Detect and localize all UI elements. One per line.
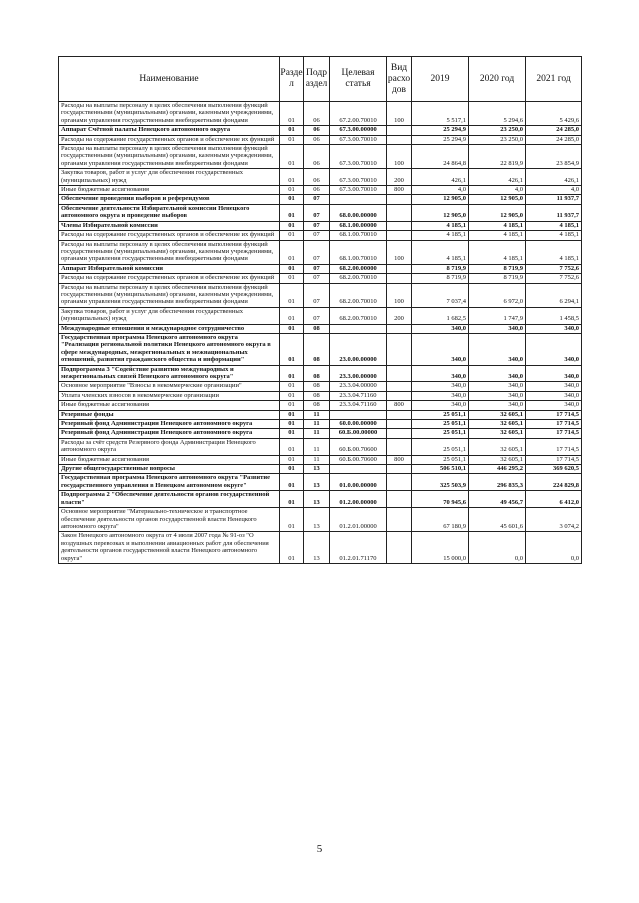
- row-vid: [387, 264, 412, 273]
- row-2019: 1 682,5: [412, 307, 469, 324]
- row-vid: [387, 438, 412, 455]
- row-podrazdel: 08: [304, 401, 330, 410]
- row-vid: [387, 382, 412, 391]
- row-target: 23.3.00.00000: [330, 365, 387, 382]
- row-name: Аппарат Счётной палаты Ненецкого автономного округа: [59, 126, 280, 135]
- row-2019: 4 185,1: [412, 221, 469, 230]
- row-razdel: 01: [280, 365, 304, 382]
- col-header-razdel: Разде л: [280, 57, 304, 102]
- row-razdel: 01: [280, 420, 304, 429]
- row-razdel: 01: [280, 135, 304, 144]
- row-target: 67.3.00.70010: [330, 169, 387, 186]
- row-2021: 340,0: [526, 324, 582, 333]
- row-2019: 15 000,0: [412, 532, 469, 564]
- row-2021: 6 412,0: [526, 491, 582, 508]
- row-vid: 800: [387, 186, 412, 195]
- row-razdel: 01: [280, 438, 304, 455]
- row-razdel: 01: [280, 401, 304, 410]
- row-vid: [387, 231, 412, 240]
- row-2019: 4 185,1: [412, 240, 469, 264]
- row-name: Резервный фонд Администрации Ненецкого автономного округа: [59, 429, 280, 438]
- row-2021: 5 429,6: [526, 102, 582, 126]
- row-podrazdel: 11: [304, 410, 330, 419]
- row-podrazdel: 08: [304, 324, 330, 333]
- row-2020: 4 185,1: [469, 240, 526, 264]
- row-2020: 32 605,1: [469, 410, 526, 419]
- row-name: Аппарат Избирательной комиссии: [59, 264, 280, 273]
- row-name: Расходы на выплаты персоналу в целях обеспечения выполнения функций государственными (муниципальными) органами, казенными учреждениями, органами управления государственными внебюджетными фондами: [59, 102, 280, 126]
- row-target: [330, 195, 387, 204]
- row-name: Иные бюджетные ассигнования: [59, 186, 280, 195]
- table-row: [59, 204, 582, 221]
- row-razdel: 01: [280, 324, 304, 333]
- row-vid: [387, 365, 412, 382]
- row-name: Закупка товаров, работ и услуг для обеспечения государственных (муниципальных) нужд: [59, 169, 280, 186]
- row-podrazdel: 07: [304, 221, 330, 230]
- row-target: 23.3.04.71160: [330, 401, 387, 410]
- row-razdel: 01: [280, 274, 304, 283]
- row-target: [330, 465, 387, 474]
- row-vid: [387, 465, 412, 474]
- row-name: Основное мероприятие "Взносы в некоммерческие организации": [59, 382, 280, 391]
- row-2019: 25 051,1: [412, 438, 469, 455]
- row-razdel: 01: [280, 169, 304, 186]
- row-name: Закупка товаров, работ и услуг для обеспечения государственных (муниципальных) нужд: [59, 307, 280, 324]
- row-podrazdel: 08: [304, 365, 330, 382]
- row-2019: 12 905,0: [412, 195, 469, 204]
- table-row: [59, 231, 582, 240]
- row-podrazdel: 07: [304, 274, 330, 283]
- row-razdel: 01: [280, 382, 304, 391]
- table-row: [59, 333, 582, 365]
- row-target: 60.Б.00.70600: [330, 438, 387, 455]
- row-razdel: 01: [280, 429, 304, 438]
- row-2019: 340,0: [412, 324, 469, 333]
- row-2020: 12 905,0: [469, 195, 526, 204]
- row-name: Подпрограмма 3 "Содействие развитию международных и межрегиональных связей Ненецкого автономного округа": [59, 365, 280, 382]
- row-razdel: 01: [280, 455, 304, 464]
- table-row: [59, 391, 582, 400]
- row-podrazdel: 11: [304, 420, 330, 429]
- row-podrazdel: 07: [304, 204, 330, 221]
- row-2020: 12 905,0: [469, 204, 526, 221]
- row-2019: 4,0: [412, 186, 469, 195]
- table-row: [59, 455, 582, 464]
- row-razdel: 01: [280, 391, 304, 400]
- row-target: [330, 410, 387, 419]
- row-2020: 23 250,0: [469, 126, 526, 135]
- row-vid: 200: [387, 307, 412, 324]
- row-razdel: 01: [280, 508, 304, 532]
- row-2021: 17 714,5: [526, 410, 582, 419]
- row-2021: 340,0: [526, 391, 582, 400]
- row-2019: 24 864,8: [412, 145, 469, 169]
- row-podrazdel: 11: [304, 429, 330, 438]
- row-target: 23.3.04.71160: [330, 391, 387, 400]
- row-podrazdel: 06: [304, 135, 330, 144]
- row-name: Расходы на содержание государственных органов и обеспечение их функций: [59, 231, 280, 240]
- row-2020: 4,0: [469, 186, 526, 195]
- table-row: [59, 438, 582, 455]
- row-2020: 6 972,0: [469, 283, 526, 307]
- table-row: [59, 401, 582, 410]
- table-row: [59, 126, 582, 135]
- row-vid: [387, 274, 412, 283]
- row-2021: 23 854,9: [526, 145, 582, 169]
- row-2021: 4 185,1: [526, 231, 582, 240]
- row-2020: 49 456,7: [469, 491, 526, 508]
- row-2020: 4 185,1: [469, 221, 526, 230]
- row-2020: 296 835,3: [469, 474, 526, 491]
- row-razdel: 01: [280, 491, 304, 508]
- row-razdel: 01: [280, 145, 304, 169]
- row-podrazdel: 06: [304, 126, 330, 135]
- page-number: 5: [316, 843, 323, 855]
- row-name: Расходы на выплаты персоналу в целях обеспечения выполнения функций государственными (муниципальными) органами, казенными учреждениями, органами управления государственными внебюджетными фондами: [59, 240, 280, 264]
- row-name: Расходы на выплаты персоналу в целях обеспечения выполнения функций государственными (муниципальными) органами, казенными учреждениями, органами управления государственными внебюджетными фондами: [59, 283, 280, 307]
- row-2021: 340,0: [526, 365, 582, 382]
- row-razdel: 01: [280, 186, 304, 195]
- table-row: [59, 508, 582, 532]
- table-row: [59, 474, 582, 491]
- row-target: 68.1.00.70010: [330, 231, 387, 240]
- row-2019: 340,0: [412, 333, 469, 365]
- col-header-2020: 2020 год: [469, 57, 526, 102]
- table-header-row: [59, 57, 582, 102]
- table-row: [59, 382, 582, 391]
- row-2020: 340,0: [469, 382, 526, 391]
- row-vid: 100: [387, 102, 412, 126]
- row-name: Резервный фонд Администрации Ненецкого автономного округа: [59, 420, 280, 429]
- row-2019: 340,0: [412, 365, 469, 382]
- row-2021: 224 829,8: [526, 474, 582, 491]
- row-target: 23.0.00.00000: [330, 333, 387, 365]
- row-razdel: 01: [280, 204, 304, 221]
- row-2019: 340,0: [412, 391, 469, 400]
- table-row: [59, 465, 582, 474]
- row-name: Обеспечение проведения выборов и референдумов: [59, 195, 280, 204]
- row-2019: 506 510,1: [412, 465, 469, 474]
- row-name: Другие общегосударственные вопросы: [59, 465, 280, 474]
- table-row: [59, 420, 582, 429]
- table-row: [59, 221, 582, 230]
- row-podrazdel: 07: [304, 264, 330, 273]
- row-podrazdel: 07: [304, 231, 330, 240]
- row-name: Международные отношения и международное сотрудничество: [59, 324, 280, 333]
- row-vid: 800: [387, 455, 412, 464]
- row-2021: 6 294,1: [526, 283, 582, 307]
- table-row: [59, 491, 582, 508]
- row-2021: 340,0: [526, 401, 582, 410]
- table-row: [59, 307, 582, 324]
- row-2020: 32 605,1: [469, 438, 526, 455]
- row-target: 68.0.00.00000: [330, 204, 387, 221]
- row-vid: 100: [387, 240, 412, 264]
- row-target: 01.0.00.00000: [330, 474, 387, 491]
- row-2021: 24 285,0: [526, 135, 582, 144]
- row-2019: 8 719,9: [412, 264, 469, 273]
- row-name: Иные бюджетные ассигнования: [59, 401, 280, 410]
- row-vid: [387, 324, 412, 333]
- row-2021: 340,0: [526, 333, 582, 365]
- row-2019: 70 945,6: [412, 491, 469, 508]
- row-2021: 4 185,1: [526, 221, 582, 230]
- row-2020: 0,0: [469, 532, 526, 564]
- row-name: Подпрограмма 2 "Обеспечение деятельности органов государственной власти": [59, 491, 280, 508]
- table-row: [59, 145, 582, 169]
- row-podrazdel: 11: [304, 438, 330, 455]
- row-name: Расходы на содержание государственных органов и обеспечение их функций: [59, 135, 280, 144]
- row-2020: 8 719,9: [469, 274, 526, 283]
- row-name: Обеспечение деятельности Избирательной комиссии Ненецкого автономного округа и проведение выборов: [59, 204, 280, 221]
- row-target: 68.2.00.70010: [330, 274, 387, 283]
- row-target: 67.3.00.70010: [330, 135, 387, 144]
- row-razdel: 01: [280, 307, 304, 324]
- col-header-vid: Вид расхо дов: [387, 57, 412, 102]
- table-row: [59, 283, 582, 307]
- row-razdel: 01: [280, 264, 304, 273]
- row-2021: 0,0: [526, 532, 582, 564]
- row-vid: [387, 204, 412, 221]
- row-vid: [387, 333, 412, 365]
- row-2021: 3 074,2: [526, 508, 582, 532]
- row-razdel: 01: [280, 126, 304, 135]
- row-target: 67.3.00.70010: [330, 186, 387, 195]
- row-target: 60.Б.00.70600: [330, 455, 387, 464]
- row-2019: 12 905,0: [412, 204, 469, 221]
- col-header-podrazdel: Подр аздел: [304, 57, 330, 102]
- row-name: Расходы на выплаты персоналу в целях обеспечения выполнения функций государственными (муниципальными) органами, казенными учреждениями, органами управления государственными внебюджетными фондами: [59, 145, 280, 169]
- row-2019: 8 719,9: [412, 274, 469, 283]
- row-vid: [387, 410, 412, 419]
- row-razdel: 01: [280, 195, 304, 204]
- row-2019: 4 185,1: [412, 231, 469, 240]
- row-2020: 23 250,0: [469, 135, 526, 144]
- row-2021: 17 714,5: [526, 420, 582, 429]
- row-razdel: 01: [280, 102, 304, 126]
- row-2021: 7 752,6: [526, 274, 582, 283]
- row-2021: 1 458,5: [526, 307, 582, 324]
- table-body: [59, 102, 582, 564]
- row-razdel: 01: [280, 532, 304, 564]
- row-2019: 25 294,9: [412, 126, 469, 135]
- row-2020: 340,0: [469, 401, 526, 410]
- row-2020: 32 605,1: [469, 455, 526, 464]
- row-2019: 67 180,9: [412, 508, 469, 532]
- row-name: Уплата членских взносов в некоммерческие организации: [59, 391, 280, 400]
- row-2021: 7 752,6: [526, 264, 582, 273]
- row-target: 68.2.00.70010: [330, 307, 387, 324]
- row-podrazdel: 13: [304, 508, 330, 532]
- table-row: [59, 102, 582, 126]
- row-2021: 369 620,5: [526, 465, 582, 474]
- row-2019: 7 037,4: [412, 283, 469, 307]
- row-name: Резервные фонды: [59, 410, 280, 419]
- row-target: 67.2.00.70010: [330, 102, 387, 126]
- row-2020: 4 185,1: [469, 231, 526, 240]
- row-2019: 5 517,1: [412, 102, 469, 126]
- row-target: 60.Б.00.00000: [330, 429, 387, 438]
- row-name: Расходы за счёт средств Резервного фонда Администрации Ненецкого автономного округа: [59, 438, 280, 455]
- row-podrazdel: 07: [304, 307, 330, 324]
- row-2019: 25 051,1: [412, 420, 469, 429]
- row-2019: 340,0: [412, 382, 469, 391]
- row-razdel: 01: [280, 240, 304, 264]
- row-target: 68.1.00.00000: [330, 221, 387, 230]
- row-name: Расходы на содержание государственных органов и обеспечение их функций: [59, 274, 280, 283]
- row-2019: 325 503,9: [412, 474, 469, 491]
- row-2020: 45 601,6: [469, 508, 526, 532]
- row-name: Государственная программа Ненецкого автономного округа "Реализация региональной политики Ненецкого автономного округа в сфере международных, межрегиональных и межнациональных отношений, развития гражданского общества и информации": [59, 333, 280, 365]
- row-vid: [387, 420, 412, 429]
- row-2021: 426,1: [526, 169, 582, 186]
- row-vid: [387, 508, 412, 532]
- row-name: Закон Ненецкого автономного округа от 4 июля 2007 года № 91-оз "О воздушных перевозках и выполнении авиационных работ для обеспечения деятельности органов государственной власти Ненецкого автономного округа": [59, 532, 280, 564]
- row-razdel: 01: [280, 221, 304, 230]
- col-header-target: Целевая статья: [330, 57, 387, 102]
- row-target: 67.3.00.00000: [330, 126, 387, 135]
- table-row: [59, 274, 582, 283]
- table-row: [59, 410, 582, 419]
- row-2021: 17 714,5: [526, 438, 582, 455]
- row-target: 01.2.01.00000: [330, 508, 387, 532]
- col-header-2019: 2019: [412, 57, 469, 102]
- table-row: [59, 429, 582, 438]
- row-2019: 340,0: [412, 401, 469, 410]
- row-2020: 8 719,9: [469, 264, 526, 273]
- row-vid: 800: [387, 401, 412, 410]
- row-2020: 32 605,1: [469, 420, 526, 429]
- row-target: 60.0.00.00000: [330, 420, 387, 429]
- table-row: [59, 195, 582, 204]
- row-name: Члены Избирательной комиссии: [59, 221, 280, 230]
- row-2020: 340,0: [469, 365, 526, 382]
- row-2019: 25 051,1: [412, 429, 469, 438]
- row-podrazdel: 13: [304, 532, 330, 564]
- row-podrazdel: 08: [304, 382, 330, 391]
- row-podrazdel: 13: [304, 465, 330, 474]
- row-2019: 25 294,9: [412, 135, 469, 144]
- row-vid: [387, 221, 412, 230]
- row-razdel: 01: [280, 283, 304, 307]
- row-podrazdel: 13: [304, 491, 330, 508]
- row-target: [330, 324, 387, 333]
- row-vid: [387, 126, 412, 135]
- row-2021: 4,0: [526, 186, 582, 195]
- row-name: Основное мероприятие "Материально-техническое и транспортное обеспечение деятельности органов государственной власти Ненецкого автономного округа": [59, 508, 280, 532]
- row-2020: 32 605,1: [469, 429, 526, 438]
- row-razdel: 01: [280, 465, 304, 474]
- row-target: 01.2.01.71170: [330, 532, 387, 564]
- row-2020: 22 819,9: [469, 145, 526, 169]
- row-2021: 17 714,5: [526, 455, 582, 464]
- row-podrazdel: 11: [304, 455, 330, 464]
- row-vid: [387, 429, 412, 438]
- row-2021: 17 714,5: [526, 429, 582, 438]
- row-podrazdel: 07: [304, 195, 330, 204]
- col-header-name: Наименование: [59, 57, 280, 102]
- row-2021: 11 937,7: [526, 204, 582, 221]
- row-2020: 446 295,2: [469, 465, 526, 474]
- row-target: 68.2.00.70010: [330, 283, 387, 307]
- budget-table: [58, 56, 582, 564]
- row-vid: 100: [387, 283, 412, 307]
- table-row: [59, 186, 582, 195]
- row-target: 68.2.00.00000: [330, 264, 387, 273]
- row-podrazdel: 07: [304, 240, 330, 264]
- row-2019: 25 051,1: [412, 410, 469, 419]
- row-2020: 340,0: [469, 391, 526, 400]
- row-2020: 340,0: [469, 324, 526, 333]
- row-2019: 426,1: [412, 169, 469, 186]
- row-target: 01.2.00.00000: [330, 491, 387, 508]
- row-vid: 100: [387, 145, 412, 169]
- table-row: [59, 169, 582, 186]
- row-2020: 426,1: [469, 169, 526, 186]
- row-vid: [387, 532, 412, 564]
- row-2019: 25 051,1: [412, 455, 469, 464]
- row-2020: 1 747,9: [469, 307, 526, 324]
- table-row: [59, 264, 582, 273]
- row-2021: 24 285,0: [526, 126, 582, 135]
- row-target: 23.3.04.00000: [330, 382, 387, 391]
- row-target: 68.1.00.70010: [330, 240, 387, 264]
- table-row: [59, 365, 582, 382]
- table-row: [59, 324, 582, 333]
- row-vid: [387, 491, 412, 508]
- row-vid: 200: [387, 169, 412, 186]
- row-2020: 340,0: [469, 333, 526, 365]
- row-razdel: 01: [280, 410, 304, 419]
- row-2021: 4 185,1: [526, 240, 582, 264]
- row-name: Государственная программа Ненецкого автономного округа "Развитие государственного управления в Ненецком автономном округе": [59, 474, 280, 491]
- row-podrazdel: 08: [304, 391, 330, 400]
- row-vid: [387, 195, 412, 204]
- row-podrazdel: 08: [304, 333, 330, 365]
- row-podrazdel: 06: [304, 102, 330, 126]
- row-podrazdel: 13: [304, 474, 330, 491]
- table-row: [59, 532, 582, 564]
- row-2020: 5 294,6: [469, 102, 526, 126]
- table-row: [59, 240, 582, 264]
- row-2021: 11 937,7: [526, 195, 582, 204]
- row-vid: [387, 391, 412, 400]
- row-podrazdel: 06: [304, 186, 330, 195]
- row-razdel: 01: [280, 333, 304, 365]
- row-2021: 340,0: [526, 382, 582, 391]
- row-podrazdel: 07: [304, 283, 330, 307]
- row-podrazdel: 06: [304, 169, 330, 186]
- row-name: Иные бюджетные ассигнования: [59, 455, 280, 464]
- row-target: 67.3.00.70010: [330, 145, 387, 169]
- row-razdel: 01: [280, 231, 304, 240]
- col-header-2021: 2021 год: [526, 57, 582, 102]
- row-podrazdel: 06: [304, 145, 330, 169]
- row-vid: [387, 135, 412, 144]
- row-vid: [387, 474, 412, 491]
- table-row: [59, 135, 582, 144]
- row-razdel: 01: [280, 474, 304, 491]
